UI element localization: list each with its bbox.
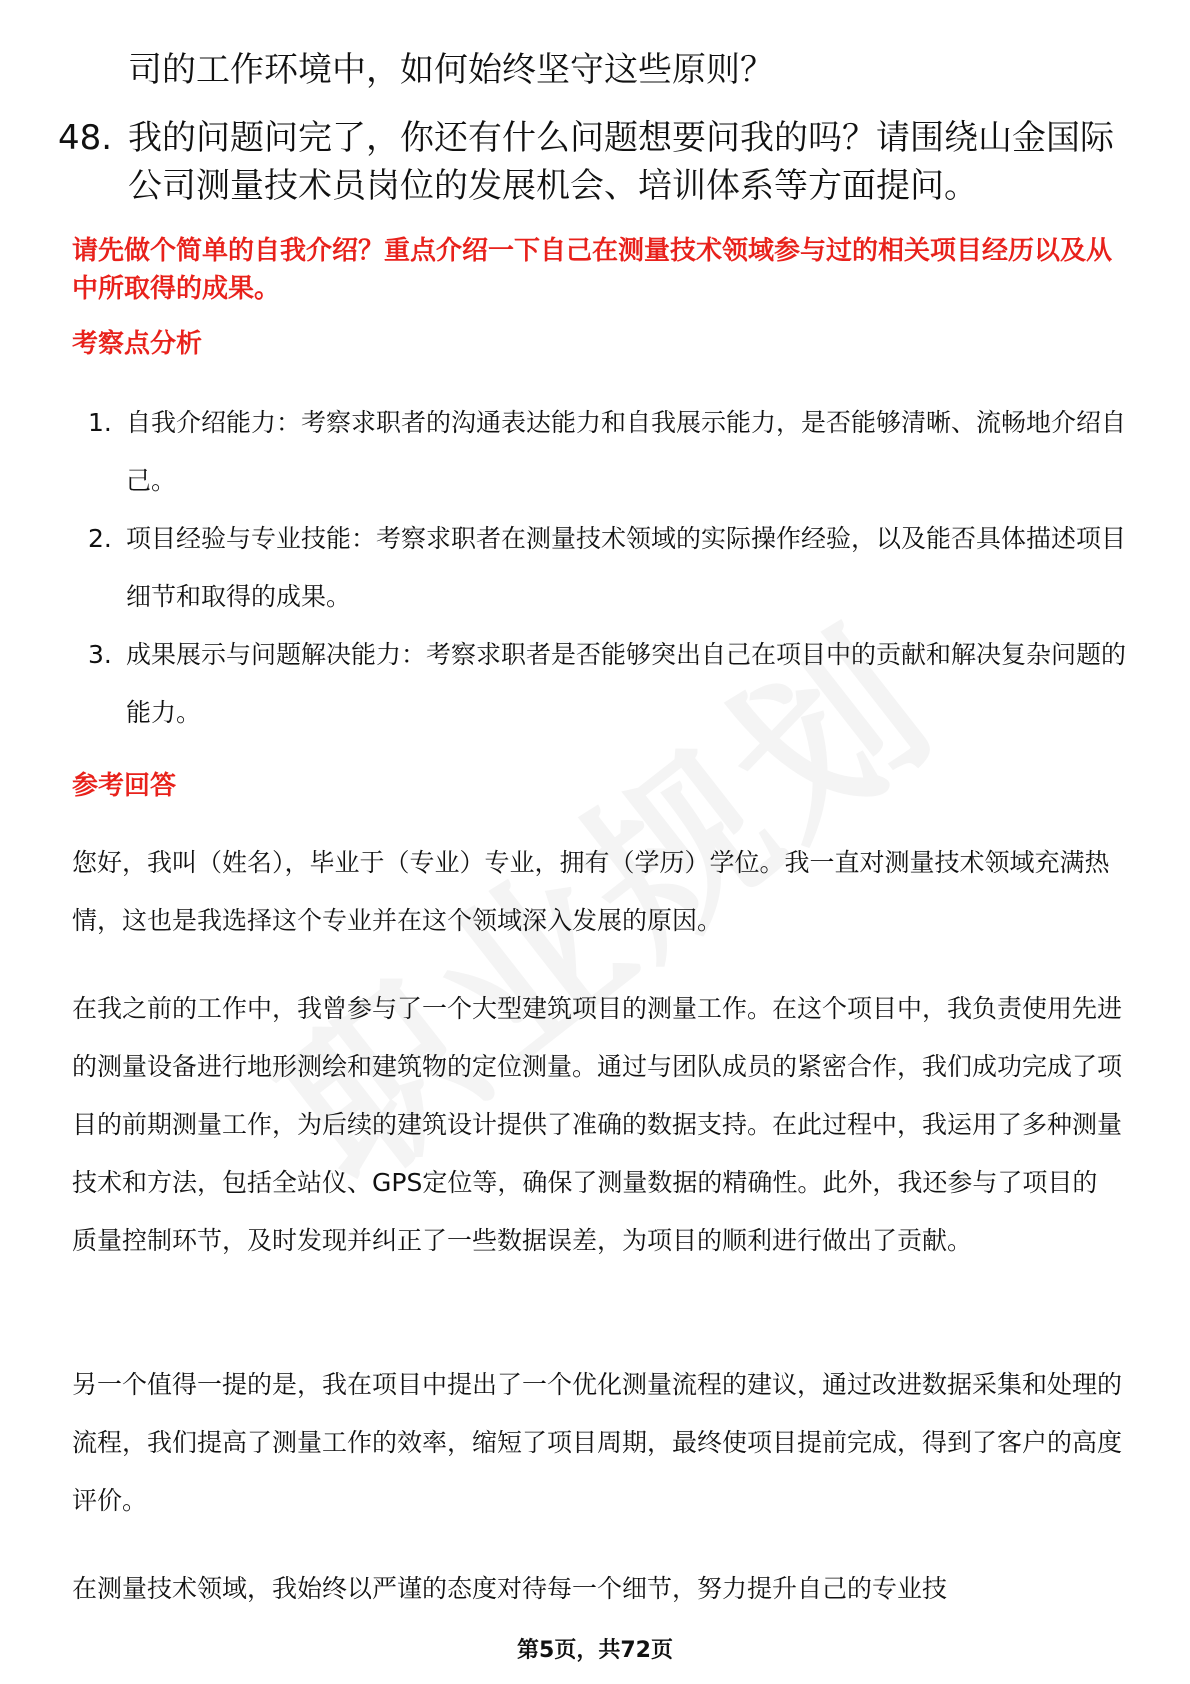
question-continuation: 司的工作环境中，如何始终坚守这些原则？ <box>128 50 774 90</box>
answer-paragraph: 您好，我叫（姓名），毕业于（专业）专业，拥有（学历）学位。我一直对测量技术领域充满热情，这也是我选择这个专业并在这个领域深入发展的原因。 <box>72 848 1110 935</box>
answer-paragraph: 另一个值得一提的是，我在项目中提出了一个优化测量流程的建议，通过改进数据采集和处理的流程，我们提高了测量工作的效率，缩短了项目周期，最终使项目提前完成，得到了客户的高度评价。 <box>72 1370 1123 1515</box>
analysis-heading: 考察点分析 <box>72 329 203 359</box>
list-text: 项目经验与专业技能：考察求职者在测量技术领域的实际操作经验，以及能否具体描述项目细节和取得的成果。 <box>126 524 1127 611</box>
analysis-item <box>88 510 1128 626</box>
section-question: 请先做个简单的自我介绍？重点介绍一下自己在测量技术领域参与过的相关项目经历以及从中所取得的成果。 <box>72 236 1113 304</box>
list-text: 成果展示与问题解决能力：考察求职者是否能够突出自己在项目中的贡献和解决复杂问题的能力。 <box>126 640 1127 727</box>
page-footer: 第5页，共72页 <box>517 1638 673 1663</box>
analysis-item <box>88 394 1128 510</box>
list-number: 2. <box>88 524 112 553</box>
analysis-item <box>88 626 1128 742</box>
list-number: 3. <box>88 640 112 669</box>
question-number: 48. <box>58 118 113 158</box>
answer-paragraph: 在我之前的工作中，我曾参与了一个大型建筑项目的测量工作。在这个项目中，我负责使用先进的测量设备进行地形测绘和建筑物的定位测量。通过与团队成员的紧密合作，我们成功完成了项目的前期测量工作，为后续的建筑设计提供了准确的数据支持。在此过程中，我运用了多种测量技术和方法，包括全站仪、GPS定位等，确保了测量数据的精确性。此外，我还参与了项目的质量控制环节，及时发现并纠正了一些数据误差，为项目的顺利进行做出了贡献。 <box>72 994 1123 1255</box>
list-number: 1. <box>88 408 112 437</box>
answer-heading: 参考回答 <box>72 771 177 801</box>
list-text: 自我介绍能力：考察求职者的沟通表达能力和自我展示能力，是否能够清晰、流畅地介绍自己。 <box>126 408 1127 495</box>
answer-paragraph: 在测量技术领域，我始终以严谨的态度对待每一个细节，努力提升自己的专业技 <box>72 1574 948 1603</box>
question-text: 我的问题问完了，你还有什么问题想要问我的吗？请围绕山金国际公司测量技术员岗位的发展机会、培训体系等方面提问。 <box>128 118 1114 206</box>
